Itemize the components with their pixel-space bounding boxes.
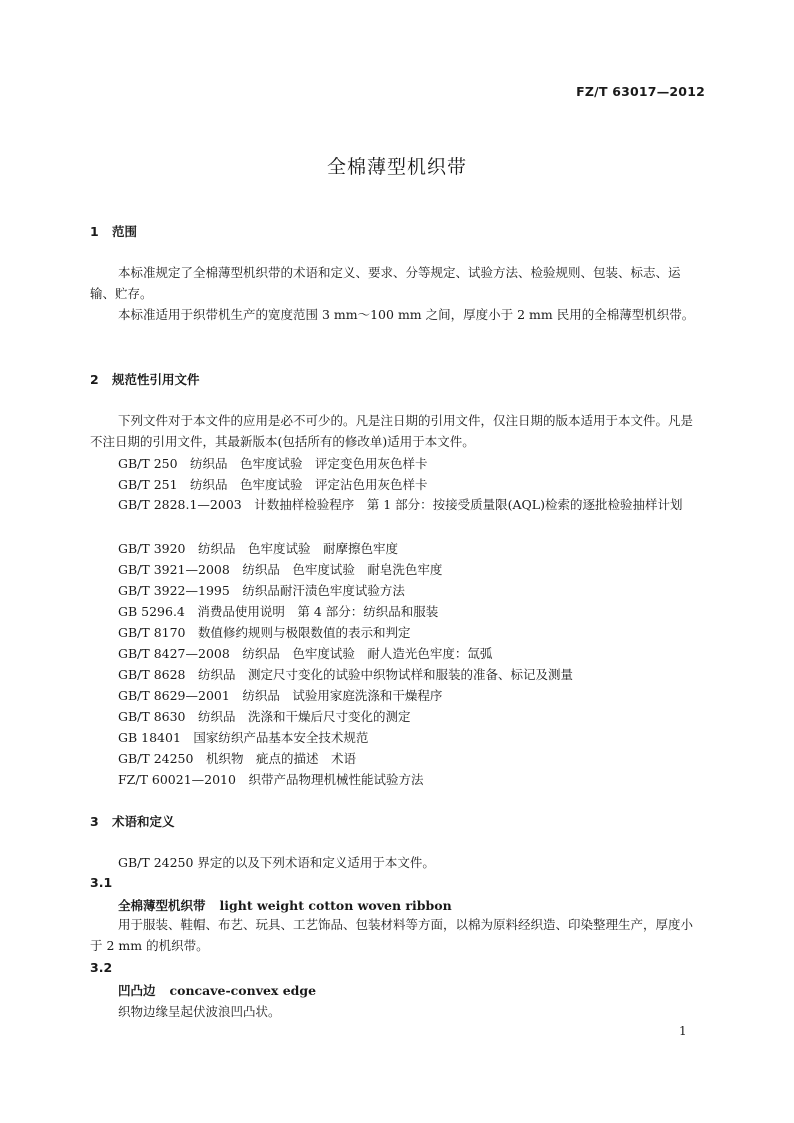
section-1-paragraph-2: 本标准适用于织带机生产的宽度范围 3 mm～100 mm 之间，厚度小于 2 mm 民用的全棉薄型机织带。 [118,307,695,322]
reference-item: GB 18401 国家纺织产品基本安全技术规范 [118,730,369,745]
term-3-2-definition: 织物边缘呈起伏波浪凹凸状。 [118,1004,281,1019]
section-1-paragraph-1: 本标准规定了全棉薄型机织带的术语和定义、要求、分等规定、试验方法、检验规则、包装、标志、运输、贮存。 [90,265,681,301]
page-number: 1 [679,1024,687,1038]
term-3-1-title [118,896,452,914]
reference-item: GB/T 24250 机织物 疵点的描述 术语 [118,751,356,766]
reference-item: GB/T 8170 数值修约规则与极限数值的表示和判定 [118,625,411,640]
section-number: 1 [90,224,99,239]
reference-item-long: GB/T 2828.1—2003 计数抽样检验程序 第 1 部分：按接受质量限(AQL)检索的逐批检验抽样计划 [118,497,683,512]
term-zh: 全棉薄型机织带 [118,898,206,913]
reference-item: GB/T 8630 纺织品 洗涤和干燥后尺寸变化的测定 [118,709,411,724]
document-title: 全棉薄型机织带 [326,156,467,178]
term-zh: 凹凸边 [118,983,156,998]
standard-number: FZ/T 63017—2012 [576,84,705,99]
term-en: light weight cotton woven ribbon [219,898,452,913]
reference-item: GB/T 8427—2008 纺织品 色牢度试验 耐人造光色牢度：氙弧 [118,646,493,661]
section-title: 范围 [112,224,138,239]
reference-item: GB/T 8628 纺织品 测定尺寸变化的试验中织物试样和服装的准备、标记及测量 [118,667,574,682]
section-title: 规范性引用文件 [112,372,200,387]
section-1-heading [90,222,137,240]
section-2-intro: 下列文件对于本文件的应用是必不可少的。凡是注日期的引用文件，仅注日期的版本适用于本文件。凡是不注日期的引用文件，其最新版本(包括所有的修改单)适用于本文件。 [90,413,694,449]
term-3-2-title [118,981,316,999]
term-3-1-definition: 用于服装、鞋帽、布艺、玩具、工艺饰品、包装材料等方面，以棉为原料经织造、印染整理生产，厚度小于 2 mm 的机织带。 [90,917,694,953]
section-3-heading [90,812,175,830]
term-en: concave-convex edge [169,983,317,998]
term-3-2-number: 3.2 [90,960,113,975]
reference-item: GB/T 250 纺织品 色牢度试验 评定变色用灰色样卡 [118,456,428,471]
reference-item: GB/T 251 纺织品 色牢度试验 评定沾色用灰色样卡 [118,477,428,492]
section-number: 3 [90,814,99,829]
reference-item: FZ/T 60021—2010 织带产品物理机械性能试验方法 [118,772,424,787]
section-3-intro: GB/T 24250 界定的以及下列术语和定义适用于本文件。 [118,855,435,870]
reference-item: GB/T 8629—2001 纺织品 试验用家庭洗涤和干燥程序 [118,688,443,703]
section-2-heading [90,370,200,388]
reference-item: GB 5296.4 消费品使用说明 第 4 部分：纺织品和服装 [118,604,439,619]
section-number: 2 [90,372,99,387]
term-3-1-number: 3.1 [90,875,113,890]
section-title: 术语和定义 [112,814,175,829]
reference-item: GB/T 3920 纺织品 色牢度试验 耐摩擦色牢度 [118,541,399,556]
reference-item: GB/T 3921—2008 纺织品 色牢度试验 耐皂洗色牢度 [118,562,443,577]
reference-item: GB/T 3922—1995 纺织品耐汗渍色牢度试验方法 [118,583,405,598]
